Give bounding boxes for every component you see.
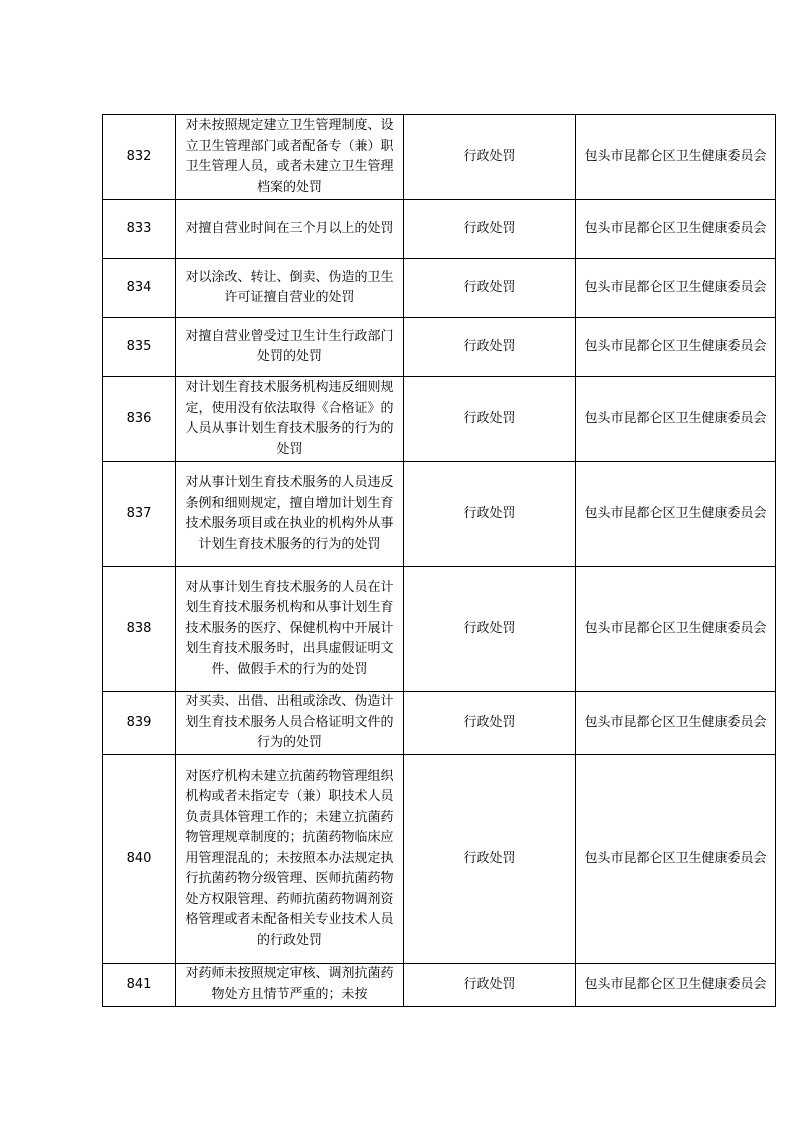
- item-number: 833: [103, 200, 176, 259]
- item-number: 836: [103, 377, 176, 462]
- item-category: 行政处罚: [404, 259, 576, 318]
- item-name: 对以涂改、转让、倒卖、伪造的卫生许可证擅自营业的处罚: [176, 259, 404, 318]
- item-department: 包头市昆都仑区卫生健康委员会: [576, 115, 776, 200]
- table-row: [103, 567, 776, 692]
- item-name: 对从事计划生育技术服务的人员违反条例和细则规定，擅自增加计划生育技术服务项目或在执业的机构外从事计划生育技术服务的行为的处罚: [176, 462, 404, 567]
- table-row: [103, 115, 776, 200]
- item-number: 841: [103, 964, 176, 1007]
- table-row: [103, 462, 776, 567]
- item-category: 行政处罚: [404, 115, 576, 200]
- item-number: 834: [103, 259, 176, 318]
- item-number: 838: [103, 567, 176, 692]
- item-name: 对计划生育技术服务机构违反细则规定，使用没有依法取得《合格证》的人员从事计划生育技术服务的行为的处罚: [176, 377, 404, 462]
- item-department: 包头市昆都仑区卫生健康委员会: [576, 692, 776, 755]
- item-name: 对未按照规定建立卫生管理制度、设立卫生管理部门或者配备专（兼）职卫生管理人员，或者未建立卫生管理档案的处罚: [176, 115, 404, 200]
- table-row: [103, 318, 776, 377]
- item-name: 对药师未按照规定审核、调剂抗菌药物处方且情节严重的；未按: [176, 964, 404, 1007]
- item-name: 对擅自营业曾受过卫生计生行政部门处罚的处罚: [176, 318, 404, 377]
- item-category: 行政处罚: [404, 755, 576, 964]
- item-number: 832: [103, 115, 176, 200]
- item-department: 包头市昆都仑区卫生健康委员会: [576, 462, 776, 567]
- item-number: 840: [103, 755, 176, 964]
- item-department: 包头市昆都仑区卫生健康委员会: [576, 259, 776, 318]
- item-category: 行政处罚: [404, 377, 576, 462]
- item-department: 包头市昆都仑区卫生健康委员会: [576, 964, 776, 1007]
- table-row: [103, 755, 776, 964]
- item-department: 包头市昆都仑区卫生健康委员会: [576, 318, 776, 377]
- table-row: [103, 377, 776, 462]
- penalty-items-table: [102, 114, 776, 1007]
- item-number: 839: [103, 692, 176, 755]
- item-category: 行政处罚: [404, 692, 576, 755]
- item-department: 包头市昆都仑区卫生健康委员会: [576, 200, 776, 259]
- item-category: 行政处罚: [404, 567, 576, 692]
- item-name: 对擅自营业时间在三个月以上的处罚: [176, 200, 404, 259]
- table-row: [103, 964, 776, 1007]
- item-category: 行政处罚: [404, 200, 576, 259]
- item-name: 对从事计划生育技术服务的人员在计划生育技术服务机构和从事计划生育技术服务的医疗、保健机构中开展计划生育技术服务时，出具虚假证明文件、做假手术的行为的处罚: [176, 567, 404, 692]
- item-name: 对买卖、出借、出租或涂改、伪造计划生育技术服务人员合格证明文件的行为的处罚: [176, 692, 404, 755]
- item-category: 行政处罚: [404, 318, 576, 377]
- table-row: [103, 259, 776, 318]
- item-number: 837: [103, 462, 176, 567]
- table-row: [103, 200, 776, 259]
- table-row: [103, 692, 776, 755]
- item-department: 包头市昆都仑区卫生健康委员会: [576, 377, 776, 462]
- item-category: 行政处罚: [404, 964, 576, 1007]
- item-department: 包头市昆都仑区卫生健康委员会: [576, 567, 776, 692]
- item-department: 包头市昆都仑区卫生健康委员会: [576, 755, 776, 964]
- item-number: 835: [103, 318, 176, 377]
- item-name: 对医疗机构未建立抗菌药物管理组织机构或者未指定专（兼）职技术人员负责具体管理工作的；未建立抗菌药物管理规章制度的；抗菌药物临床应用管理混乱的；未按照本办法规定执行抗菌药物分级管理、医师抗菌药物处方权限管理、药师抗菌药物调剂资格管理或者未配备相关专业技术人员的行政处罚: [176, 755, 404, 964]
- item-category: 行政处罚: [404, 462, 576, 567]
